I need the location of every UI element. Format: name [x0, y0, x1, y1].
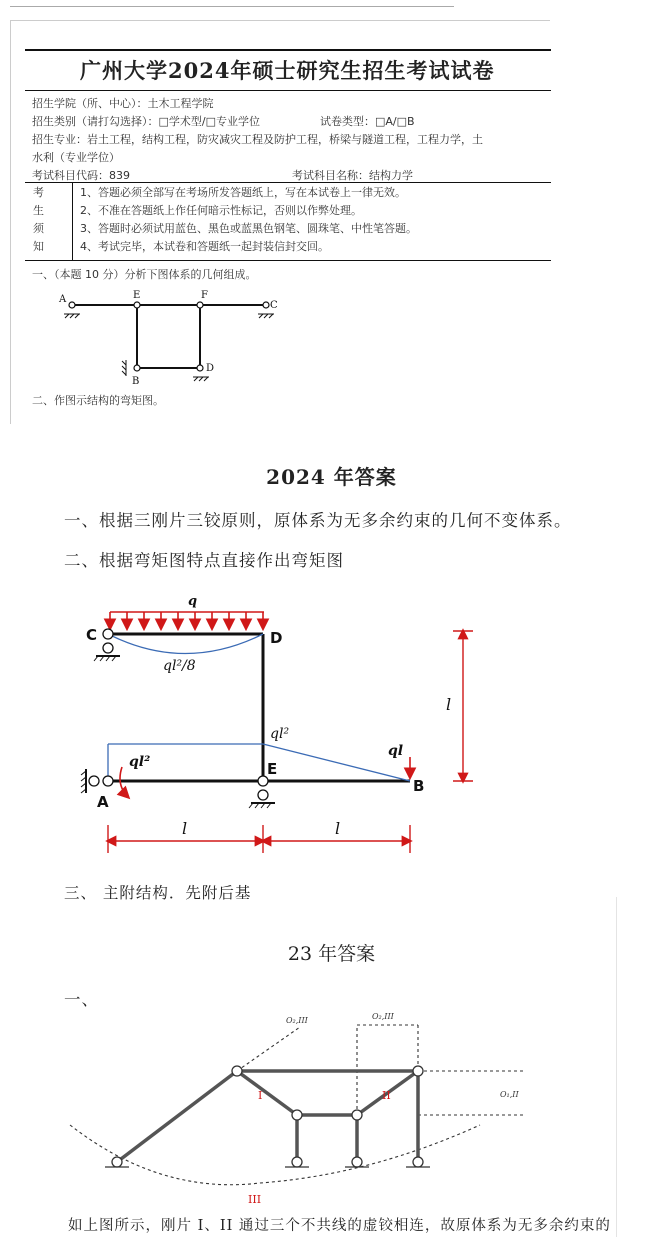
- load-label: q: [188, 594, 198, 609]
- node-label: E: [133, 290, 141, 301]
- rigid-body-label: I: [258, 1089, 263, 1102]
- subject-name: 考试科目名称：结构力学: [292, 169, 413, 182]
- exam-title: 广州大学2024年硕士研究生招生考试试卷: [80, 58, 495, 83]
- answer-2024-line1: 一、根据三刚片三铰原则，原体系为无多余约束的几何不变体系。: [64, 511, 572, 530]
- question-1: 一、（本题 10 分）分析下图体系的几何组成。: [32, 268, 257, 281]
- supports: [86, 629, 278, 803]
- span-label: l: [335, 819, 341, 838]
- answer-2023-part: 一、: [64, 990, 99, 1009]
- truss-members: [117, 1071, 418, 1162]
- category: 招生类别（请打勾选择）：□学术型/□专业学位: [32, 115, 260, 128]
- rule: [25, 49, 551, 51]
- hinge-label: O₁,II: [500, 1090, 519, 1099]
- notice-item: 3、答题时必须试用蓝色、黑色或蓝黑色钢笔、圆珠笔、中性笔答题。: [80, 222, 417, 235]
- moment-label-a: ql²: [129, 754, 151, 770]
- notice-item: 4、考试完毕，本试卷和答题纸一起封装信封交回。: [80, 240, 329, 253]
- node-label: C: [86, 626, 98, 644]
- node-label: D: [270, 629, 283, 647]
- moment-curve: [108, 634, 410, 781]
- moment-label-cd: ql²/8: [163, 658, 196, 674]
- answer-2024-line2: 二、根据弯矩图特点直接作出弯矩图: [64, 551, 344, 570]
- notice-list: [80, 184, 417, 256]
- node-label: A: [97, 793, 109, 811]
- paper-type: 试卷类型：□A/□B: [320, 115, 415, 128]
- rule: [25, 260, 551, 261]
- moment-diagram: [70, 585, 490, 860]
- subject-code: 考试科目代码：839: [32, 169, 130, 182]
- node-label: B: [413, 777, 425, 795]
- distributed-load: [110, 612, 264, 628]
- college: 招生学院（所、中心）：土木工程学院: [32, 97, 214, 110]
- height-label: l: [446, 695, 452, 714]
- notice-label: 考 生 须 知: [33, 186, 44, 253]
- node-label: E: [267, 760, 278, 778]
- notice-item: 1、答题必须全部写在考场所发答题纸上，写在本试卷上一律无效。: [80, 186, 406, 199]
- rule: [25, 182, 551, 183]
- node-label: B: [132, 376, 140, 387]
- rule: [72, 182, 73, 260]
- scan-left-edge: [10, 20, 11, 424]
- hinge-analysis-diagram: [60, 1005, 560, 1210]
- answer-2023-text: 如上图所示，刚片 I、II 通过三个不共线的虚铰相连，故原体系为无多余约束的: [68, 1218, 611, 1234]
- node-label: D: [206, 363, 215, 374]
- rule: [25, 90, 551, 91]
- force-label: ql: [388, 743, 404, 759]
- node-label: A: [59, 294, 67, 305]
- rigid-body-label: II: [382, 1089, 391, 1102]
- q1-frame-diagram: [50, 284, 300, 394]
- node-label: F: [201, 290, 208, 301]
- major-line1: 招生专业：岩土工程，结构工程，防灾减灾工程及防护工程，桥梁与隧道工程，工程力学，土: [32, 133, 483, 146]
- node-label: C: [270, 300, 278, 311]
- scan-top-edge: [10, 6, 454, 7]
- answer-2024-line3: 三、 主附结构．先附后基: [64, 884, 252, 902]
- moment-label-e: ql²: [270, 726, 290, 742]
- answer-2024-title: 2024 年答案: [266, 465, 397, 489]
- rigid-body-label: III: [248, 1193, 262, 1206]
- hinge-label: O₂,III: [372, 1012, 394, 1021]
- answer-2023-title: 23 年答案: [287, 943, 376, 965]
- span-label: l: [182, 819, 188, 838]
- frame: [108, 634, 410, 781]
- notice-item: 2、不准在答题纸上作任何暗示性标记，否则以作弊处理。: [80, 204, 362, 217]
- major-line2: 水利（专业学位）: [32, 151, 120, 164]
- question-2: 二、作图示结构的弯矩图。: [32, 394, 164, 407]
- hinge-label: O₂,III: [286, 1016, 308, 1025]
- scan-top-border: [10, 20, 550, 21]
